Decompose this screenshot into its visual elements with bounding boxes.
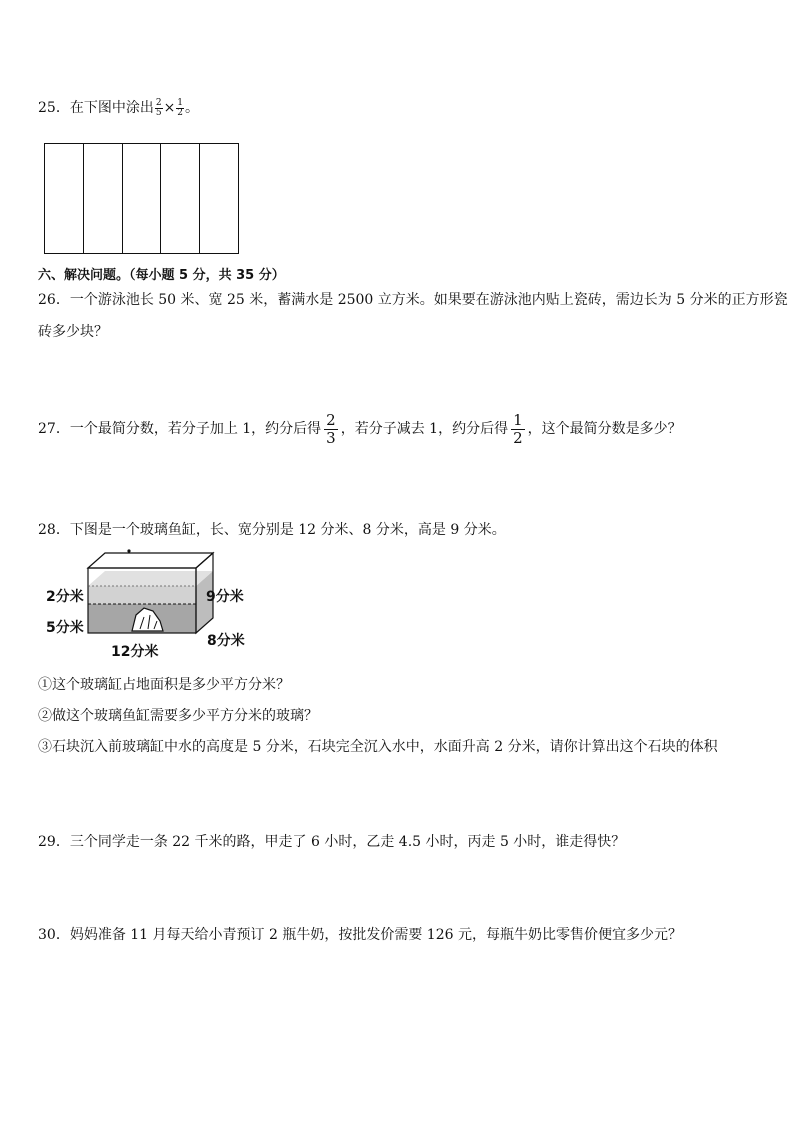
question-25 — [38, 98, 199, 118]
label-5dm: 5分米 — [46, 620, 84, 636]
fraction-denominator: 2 — [177, 107, 184, 118]
water-rise — [88, 586, 196, 604]
fraction-one-half — [176, 99, 184, 118]
fraction-denominator: 3 — [326, 428, 336, 447]
shading-grid — [44, 143, 239, 254]
tank-top — [88, 553, 213, 568]
question-26-line1: 26．一个游泳池长 50 米、宽 25 米，蓄满水是 2500 立方米。如果要在游泳池内贴上瓷砖，需边长为 5 分米的正方形瓷 — [38, 292, 788, 308]
label-12dm: 12分米 — [111, 644, 159, 660]
question-28-sub1: ①这个玻璃缸占地面积是多少平方分米？ — [38, 677, 290, 693]
fraction-one-half-large — [511, 412, 525, 447]
times-sign: × — [163, 100, 176, 116]
fraction-denominator: 5 — [155, 107, 162, 118]
question-27-part3: ，这个最简分数是多少？ — [527, 421, 682, 437]
fraction-two-fifths — [155, 99, 163, 118]
label-9dm: 9分米 — [206, 589, 244, 605]
fraction-numerator: 2 — [155, 97, 162, 108]
label-8dm: 8分米 — [207, 633, 245, 649]
question-26-line2: 砖多少块？ — [38, 324, 108, 340]
question-25-suffix: 。 — [185, 100, 200, 116]
question-30: 30．妈妈准备 11 月每天给小青预订 2 瓶牛奶，按批发价需要 126 元，每瓶牛奶比零售价便宜多少元？ — [38, 927, 682, 943]
grid-cell — [161, 144, 200, 253]
question-28-sub2: ②做这个玻璃鱼缸需要多少平方分米的玻璃？ — [38, 708, 318, 724]
fraction-denominator: 2 — [513, 428, 523, 447]
fraction-numerator: 1 — [177, 97, 184, 108]
grid-cell — [45, 144, 84, 253]
question-28: 28．下图是一个玻璃鱼缸，长、宽分别是 12 分米、8 分米，高是 9 分米。 — [38, 522, 506, 538]
question-27-part1: 27．一个最简分数，若分子加上 1，约分后得 — [38, 421, 322, 437]
fraction-numerator: 1 — [513, 410, 523, 429]
top-mark — [127, 549, 130, 552]
label-2dm: 2分米 — [46, 589, 84, 605]
question-28-sub3: ③石块沉入前玻璃缸中水的高度是 5 分米，石块完全沉入水中，水面升高 2 分米，请你计算出这个石块的体积 — [38, 739, 718, 755]
fraction-two-thirds — [324, 412, 338, 447]
question-29: 29．三个同学走一条 22 千米的路，甲走了 6 小时，乙走 4.5 小时，丙走 5 小时，谁走得快？ — [38, 834, 626, 850]
grid-cell — [123, 144, 162, 253]
grid-cell — [84, 144, 123, 253]
fraction-numerator: 2 — [326, 410, 336, 429]
water-surface — [88, 571, 213, 586]
question-25-prefix: 25．在下图中涂出 — [38, 100, 154, 116]
question-27-part2: ，若分子减去 1，约分后得 — [340, 421, 509, 437]
grid-cell — [200, 144, 238, 253]
question-27 — [38, 410, 682, 448]
section-heading: 六、解决问题。（每小题 5 分，共 35 分） — [38, 268, 285, 283]
